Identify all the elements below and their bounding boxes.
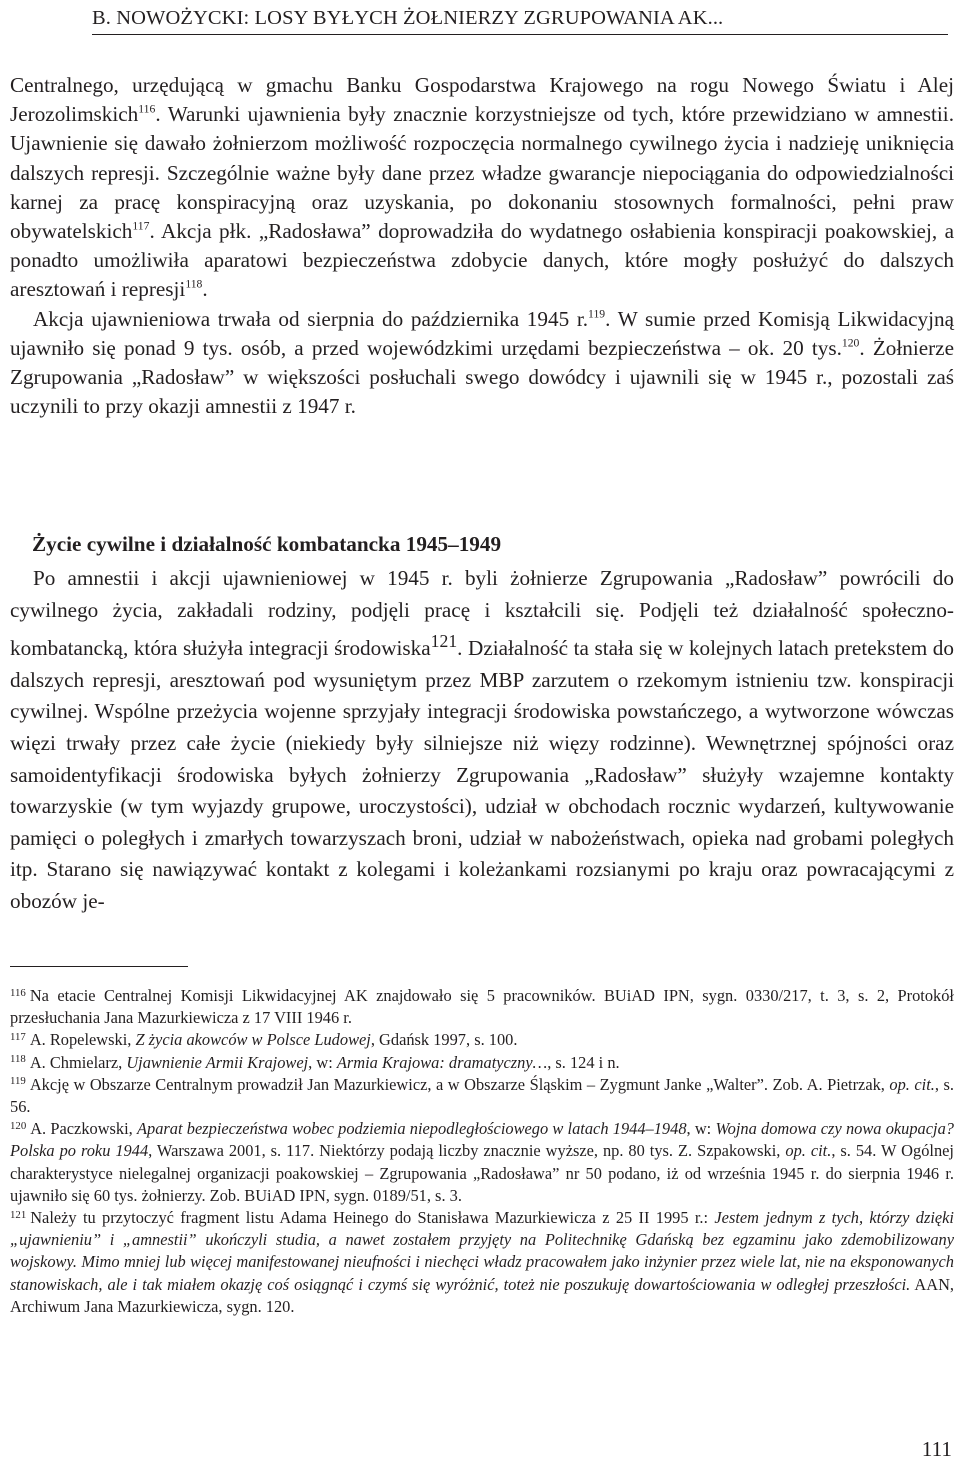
- footnote-120: [10, 1118, 954, 1207]
- footnote-opcit: op. cit.: [785, 1141, 832, 1161]
- footnote-number: 116: [10, 986, 26, 999]
- paragraph-2: [10, 305, 954, 422]
- footnote-ref-120[interactable]: 120: [841, 336, 860, 350]
- text-span: Akcja ujawnieniowa trwała od sierpnia do października 1945 r.: [33, 306, 589, 331]
- footnote-text: , s. 54. W Ogólnej charakterystyce nielegalnej organizacji poakowskiej – Zgrupowania „Radosława” nr 50 podano, iż od września 1945 r. do sierpnia 1946 r. ujawniło się 60 tys. żołnierzy. Zob. BUiAD IPN, sygn. 0189/51, s. 3.: [10, 1141, 954, 1205]
- footnote-separator: [10, 966, 188, 967]
- running-header: B. NOWOŻYCKI: LOSY BYŁYCH ŻOŁNIERZY ZGRUPOWANIA AK...: [92, 7, 724, 29]
- footnote-text: Należy tu przytoczyć fragment listu Adama Heinego do Stanisława Mazurkiewicza z 25 II 1995 r.:: [30, 1208, 709, 1228]
- footnote-title: Armia Krajowa: dramatyczny…: [336, 1052, 548, 1072]
- header-rule: [92, 34, 948, 35]
- text-span: . Żołnierze Zgrupowania „Radosław” w większości posłuchali swego dowódcy i ujawnili się w 1945 r., pozostali zaś uczynili to przy okazji amnestii z 1947 r.: [10, 335, 954, 419]
- footnote-title: Z życia akowców w Polsce Ludowej: [135, 1030, 371, 1050]
- footnote-text: , s. 124 i n.: [547, 1052, 620, 1072]
- footnote-number: 121: [10, 1208, 27, 1221]
- footnotes: [10, 985, 954, 1318]
- footnote-text: Akcję w Obszarze Centralnym prowadził Jan Mazurkiewicz, a w Obszarze Śląskim – Zygmunt Janke „Walter”. Zob. A. Pietrzak,: [29, 1074, 885, 1094]
- text-span: . Warunki ujawnienia były znacznie korzystniejsze od tych, które przewidziano w amnestii. Ujawnienie się dawało żołnierzom możliwość rozpoczęcia normalnego cywilnego życia i nadzieję uniknięcia dalszych represji. Szczególnie ważne były dane przez władze gwarancje niepociągania do odpowiedzialności karnej za pracę konspiracyjną oraz uzyskania, po dokonaniu stosownych formalności, pełni praw obywatelskich: [10, 102, 954, 244]
- footnote-ref-116[interactable]: 116: [138, 102, 156, 116]
- footnote-title: Ujawnienie Armii Krajowej: [126, 1052, 309, 1072]
- footnote-116: [10, 985, 954, 1029]
- footnote-118: [10, 1052, 954, 1074]
- section-text: [10, 563, 954, 918]
- footnote-number: 118: [10, 1053, 26, 1066]
- footnote-text: , Warszawa 2001, s. 117. Niektórzy podają liczby znacznie wyższe, np. 80 tys. Z. Szpakowski,: [148, 1141, 781, 1161]
- footnote-text: , s. 56.: [10, 1074, 954, 1117]
- page-number: 111: [921, 1437, 952, 1461]
- text-span: . Działalność ta stała się w kolejnych latach pretekstem do dalszych represji, aresztowań pod wysuniętym przez MBP zarzutem o rzekomym istnieniu tzw. konspiracji cywilnej. Wspólne przeżycia wojenne sprzyjały integracji środowiska powstańczego, a wytworzone wówczas więzi trwały przez całe życie (niekiedy były silniejsze niż więzy rodzinne). Wewnętrznej spójności oraz samoidentyfikacji środowiska byłych żołnierzy Zgrupowania „Radosław” służyły wzajemne kontakty towarzyskie (w tym wyjazdy grupowe, uroczystości), udział w obchodach rocznic wydarzeń, kultywowanie pamięci o poległych i zmarłych towarzyszach broni, udział w nabożeństwach, opieka nad grobami poległych itp. Starano się nawiązywać kontakt z kolegami i koleżankami rozsianymi po kraju oraz powracającymi z obozów je-: [10, 636, 954, 913]
- footnote-text: A. Paczkowski,: [30, 1119, 133, 1139]
- text-span: Centralnego, urzędującą w gmachu Banku Gospodarstwa Krajowego na rogu Nowego Światu i Alej Jerozolimskich: [10, 73, 954, 127]
- footnote-119: [10, 1074, 954, 1118]
- footnote-text: , w:: [686, 1119, 712, 1139]
- text-span: . W sumie przed Komisją Likwidacyjną ujawniło się ponad 9 tys. osób, a przed wojewódzkimi urzędami bezpieczeństwa – ok. 20 tys.: [10, 306, 954, 360]
- text-span: Po amnestii i akcji ujawnieniowej w 1945 r. byli żołnierze Zgrupowania „Radosław” powrócili do cywilnego życia, zakładali rodziny, podjęli pracę i kształcili się. Podjęli też działalność społeczno-kombatancką, która służyła integracji środowiska: [10, 566, 954, 661]
- footnote-ref-117[interactable]: 117: [132, 219, 150, 233]
- footnote-opcit: op. cit.: [889, 1074, 935, 1094]
- footnote-117: [10, 1029, 954, 1051]
- footnote-number: 117: [10, 1031, 26, 1043]
- paragraph-1: [10, 71, 954, 305]
- section-heading: Życie cywilne i działalność kombatancka 1945–1949: [32, 532, 502, 556]
- footnote-number: 119: [10, 1075, 26, 1088]
- footnote-text: AAN, Archiwum Jana Mazurkiewicza, sygn. 120.: [10, 1274, 954, 1316]
- footnote-ref-119[interactable]: 119: [588, 306, 606, 320]
- footnote-ref-118[interactable]: 118: [185, 277, 203, 291]
- footnote-text: , Gdańsk 1997, s. 100.: [370, 1030, 518, 1050]
- footnote-title: Aparat bezpieczeństwa wobec podziemia niepodległościowego w latach 1944–1948: [137, 1119, 687, 1139]
- footnote-text: A. Chmielarz,: [29, 1052, 123, 1072]
- footnote-title: Wojna domowa czy nowa okupacja? Polska po roku 1944: [10, 1119, 954, 1161]
- footnote-text: Na etacie Centralnej Komisji Likwidacyjnej AK znajdowało się 5 pracowników. BUiAD IPN, sygn. 0330/217, t. 3, s. 2, Protokół przesłuchania Jana Mazurkiewicza z 17 VIII 1946 r.: [10, 986, 954, 1028]
- footnote-quote: Jestem jednym z tych, którzy dzięki „ujawnieniu” i „amnestii” ukończyli studia, a nawet zostałem przyjęty na Politechnikę Gdańską bez egzaminu jako zdemobilizowany wojskowy. Mimo mniej lub więcej manifestowanej nieufności i niechęci władz pracowałem jako inżynier przez wiele lat, nie na eksponowanych stanowiskach, ale i tak miałem okazję coś osiągnąć i czymś się wyróżnić, toteż nie poszukuję dowartościowania w odległej przeszłości.: [10, 1208, 954, 1294]
- footnote-number: 120: [10, 1119, 27, 1132]
- main-text: [10, 71, 954, 421]
- footnote-text: , w:: [308, 1052, 333, 1072]
- footnote-text: A. Ropelewski,: [29, 1030, 132, 1050]
- text-span: .: [202, 277, 208, 302]
- footnote-121: [10, 1207, 954, 1318]
- section-paragraph-1: [10, 563, 954, 918]
- text-span: . Akcja płk. „Radosława” doprowadziła do wydatnego osłabienia konspiracji poakowskiej, a ponadto umożliwiła aparatowi bezpieczeństwa zdobycie danych, które mogły posłużyć do dalszych aresztowań i represji: [10, 219, 954, 302]
- footnote-ref-121[interactable]: 121: [430, 631, 458, 652]
